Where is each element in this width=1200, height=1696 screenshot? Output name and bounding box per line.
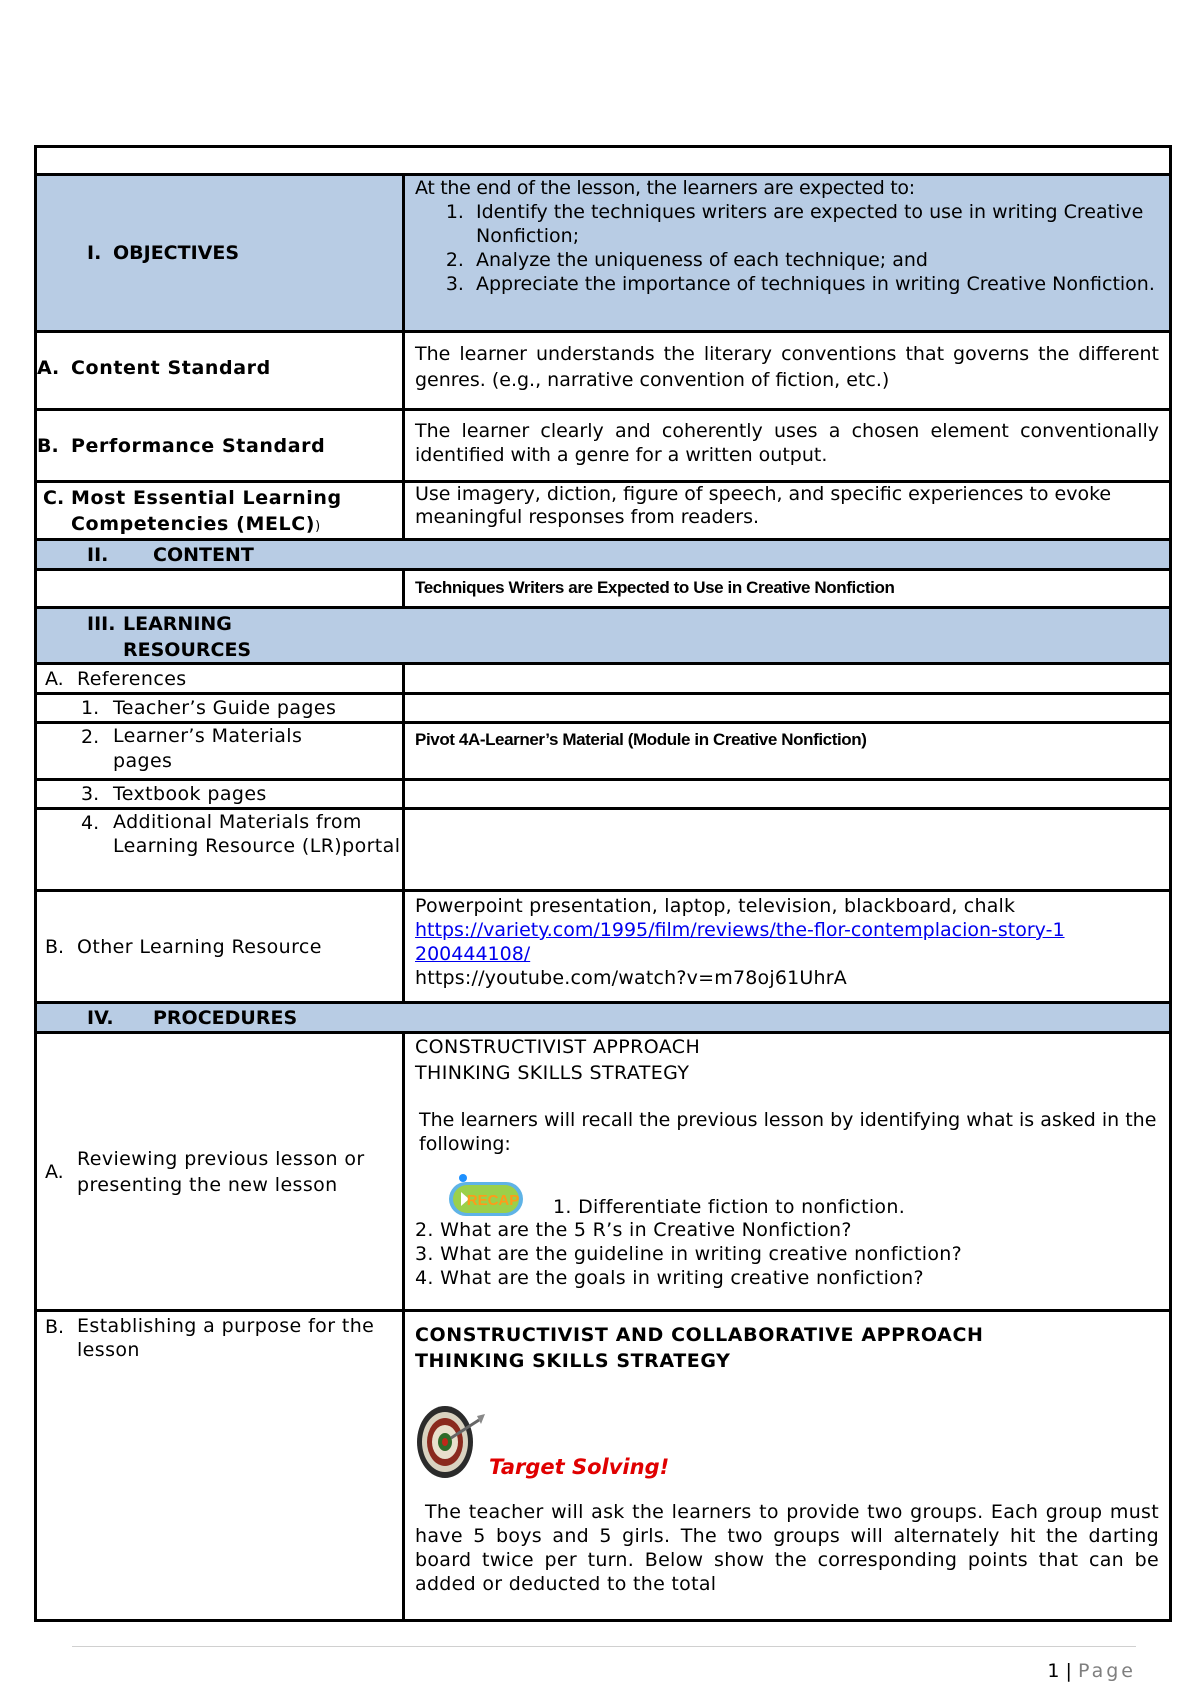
teachers-guide-label: Teacher’s Guide pages — [113, 697, 337, 719]
performance-standard-text-cell — [405, 411, 1169, 483]
learning-resources-number: III. — [87, 613, 116, 635]
review-strategy: THINKING SKILLS STRATEGY — [415, 1062, 690, 1084]
melc-text: Use imagery, diction, figure of speech, and specific experiences to evoke meaningful responses from readers. — [415, 483, 1112, 528]
content-header-number: II. — [87, 543, 109, 566]
content-header-label: CONTENT — [153, 543, 254, 566]
objectives-number: I. — [87, 242, 102, 264]
additional-materials-number: 4. — [81, 812, 100, 834]
performance-standard-number: B. — [37, 434, 59, 457]
teachers-guide-value-cell — [405, 695, 1169, 724]
objectives-list — [415, 200, 1159, 296]
learners-materials-value: Pivot 4A-Learner’s Material (Module in Creative Nonfiction) — [415, 730, 867, 749]
textbook-label: Textbook pages — [113, 783, 267, 805]
purpose-strategy: THINKING SKILLS STRATEGY — [415, 1350, 731, 1372]
review-approach: CONSTRUCTIVIST APPROACH — [415, 1036, 701, 1058]
learners-materials-label-cell — [37, 724, 405, 781]
page-footer — [1047, 1660, 1136, 1682]
recap-icon — [447, 1174, 527, 1220]
additional-materials-label-cell — [37, 810, 405, 892]
additional-materials-label: Additional Materials from Learning Resource (LR)portal — [113, 811, 401, 857]
references-value-cell — [405, 665, 1169, 695]
melc-number: C. — [43, 487, 65, 509]
performance-standard-label-cell — [37, 411, 405, 483]
additional-materials-value-cell — [405, 810, 1169, 892]
content-topic-empty-cell — [37, 571, 405, 609]
review-label-cell — [37, 1034, 405, 1312]
lesson-plan-table — [34, 145, 1172, 1622]
top-empty-row — [37, 148, 1169, 176]
procedures-header-row — [37, 1004, 1169, 1034]
learning-resources-label: LEARNING RESOURCES — [123, 613, 252, 661]
objectives-content-cell — [405, 176, 1169, 333]
purpose-content-cell — [405, 1312, 1169, 1619]
performance-standard-text: The learner clearly and coherently uses a chosen element conventionally identified with a genre for a written output. — [415, 420, 1159, 466]
objectives-intro: At the end of the lesson, the learners are expected to: — [415, 177, 915, 199]
textbook-number: 3. — [81, 783, 100, 805]
dartboard-icon — [415, 1398, 487, 1482]
content-standard-text: The learner understands the literary conventions that governs the different genres. (e.g., narrative convention of fiction, etc.) — [415, 343, 1159, 391]
other-resource-label-cell — [37, 892, 405, 1004]
procedures-header-label: PROCEDURES — [153, 1006, 298, 1029]
footer-divider — [72, 1646, 1136, 1647]
performance-standard-label: Performance Standard — [71, 434, 326, 457]
purpose-text: The teacher will ask the learners to provide two groups. Each group must have 5 boys and 5 girls. The two groups will alternately hit the darting board twice per turn. Below show the corresponding points that can be added or deducted to the total — [415, 1501, 1159, 1595]
content-topic-text: Techniques Writers are Expected to Use in Creative Nonfiction — [415, 578, 895, 597]
purpose-label-cell — [37, 1312, 405, 1619]
references-label: References — [77, 667, 187, 690]
purpose-approach: CONSTRUCTIVIST AND COLLABORATIVE APPROACH — [415, 1324, 984, 1346]
learners-materials-label: Learner’s Materials pages — [113, 725, 303, 772]
melc-label-cell — [37, 483, 405, 541]
purpose-number: B. — [45, 1316, 65, 1338]
review-question-4: 4. What are the goals in writing creative nonfiction? — [415, 1267, 924, 1289]
melc-text-cell — [405, 483, 1169, 541]
objective-item: 3. Appreciate the importance of techniques in writing Creative Nonfiction. — [470, 272, 1159, 296]
learning-resources-header-row — [37, 609, 1169, 665]
purpose-label: Establishing a purpose for the lesson — [77, 1315, 375, 1361]
review-content-cell — [405, 1034, 1169, 1312]
footer-separator: | — [1065, 1660, 1072, 1682]
other-resource-label: Other Learning Resource — [77, 935, 322, 958]
content-standard-text-cell — [405, 333, 1169, 411]
other-resource-line3: https://youtube.com/watch?v=m78oj61UhrA — [415, 967, 847, 989]
melc-label-suffix: ) — [315, 519, 321, 534]
references-number: A. — [45, 667, 64, 690]
other-resource-number: B. — [45, 935, 65, 958]
content-topic-cell — [405, 571, 1169, 609]
review-question-2: 2. What are the 5 R’s in Creative Nonfiction? — [415, 1219, 852, 1241]
content-standard-number: A. — [37, 356, 60, 379]
target-solving-title: Target Solving! — [489, 1455, 670, 1479]
review-number: A. — [45, 1160, 64, 1183]
references-label-cell — [37, 665, 405, 695]
textbook-value-cell — [405, 781, 1169, 810]
review-question-1: 1. Differentiate fiction to nonfiction. — [553, 1196, 906, 1218]
objectives-label: OBJECTIVES — [113, 242, 240, 264]
learners-materials-value-cell — [405, 724, 1169, 781]
other-resource-line1: Powerpoint presentation, laptop, television, blackboard, chalk — [415, 895, 1016, 917]
objective-item: 2. Analyze the uniqueness of each technique; and — [470, 248, 1159, 272]
melc-label: Most Essential Learning Competencies (MELC) — [71, 487, 342, 535]
teachers-guide-label-cell — [37, 695, 405, 724]
teachers-guide-number: 1. — [81, 697, 100, 719]
content-standard-label-cell — [37, 333, 405, 411]
review-label: Reviewing previous lesson or presenting the new lesson — [77, 1147, 365, 1196]
review-question-3: 3. What are the guideline in writing creative nonfiction? — [415, 1243, 963, 1265]
objective-item: 1. Identify the techniques writers are expected to use in writing Creative Nonfiction; — [470, 200, 1159, 248]
melc-label-wrap — [71, 485, 402, 540]
content-header-row — [37, 541, 1169, 571]
page-label: Page — [1078, 1660, 1136, 1682]
other-resource-value-cell — [405, 892, 1169, 1004]
learners-materials-number: 2. — [81, 726, 100, 748]
textbook-label-cell — [37, 781, 405, 810]
content-standard-label: Content Standard — [71, 356, 271, 379]
recap-icon-text: RECAP — [466, 1192, 520, 1209]
procedures-header-number: IV. — [87, 1006, 114, 1029]
objectives-label-cell — [37, 176, 405, 333]
flor-contemplacion-link[interactable]: https://variety.com/1995/film/reviews/the-flor-contemplacion-story-1200444108/ — [415, 919, 1065, 965]
page-number: 1 — [1047, 1660, 1060, 1682]
review-intro: The learners will recall the previous lesson by identifying what is asked in the following: — [419, 1109, 1157, 1155]
